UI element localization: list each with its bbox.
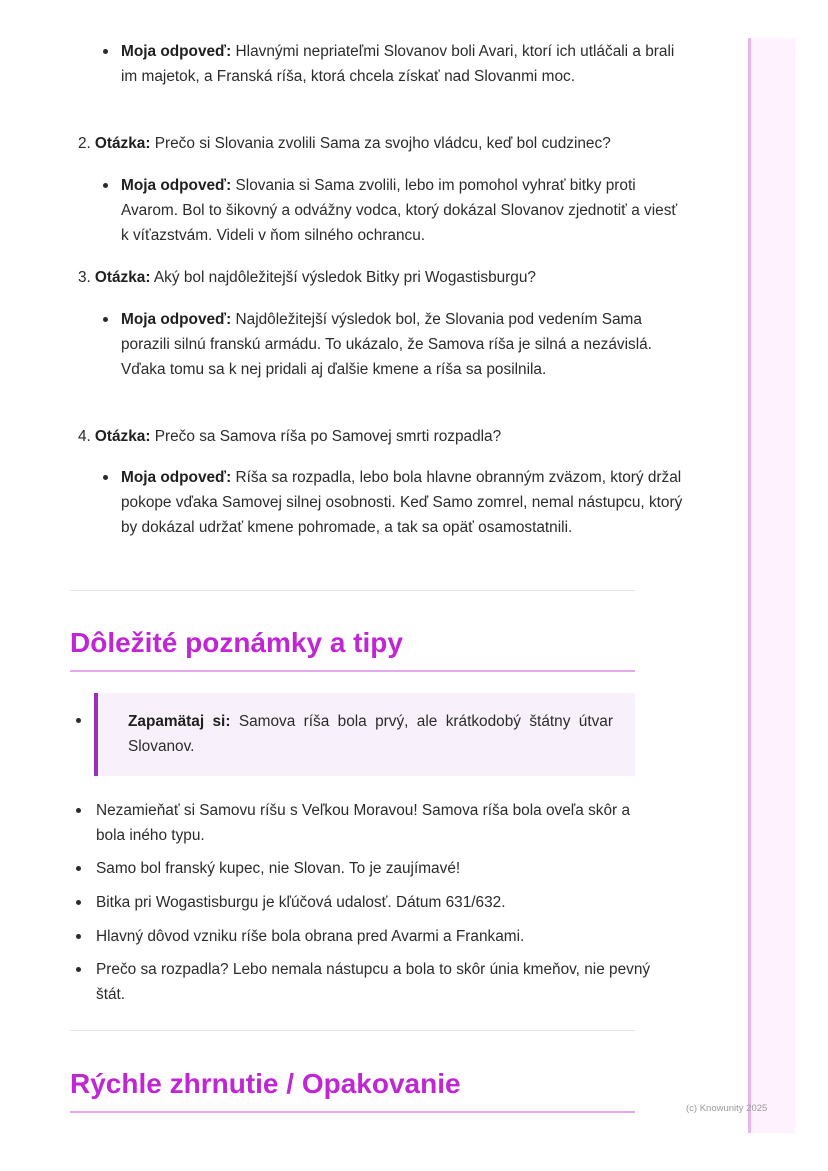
question-3: [70, 265, 635, 290]
callout-text: Samova ríša bola prvý, ale krátkodobý štátny útvar Slovanov.: [128, 713, 613, 755]
answer-3: [70, 307, 686, 382]
remember-callout: [94, 693, 635, 776]
question-label: Otázka:: [94, 135, 151, 152]
answer-text: Najdôležitejší výsledok bol, že Slovania pod vedením Sama porazili silnú franskú armádu. To ukázalo, že Samova ríša je silná a nezávislá. Vďaka tomu sa k nej pridali aj ďalšie kmene a ríša sa posilnila.: [121, 311, 652, 378]
tip-item: Samo bol franský kupec, nie Slovan. To je zaujímavé!: [70, 856, 661, 881]
question-label: Otázka:: [94, 428, 151, 445]
answer-2: [70, 173, 686, 248]
section-divider: [70, 590, 635, 591]
answer-label: Moja odpoveď:: [121, 177, 232, 194]
question-label: Otázka:: [94, 269, 151, 286]
callout-label: Zapamätaj si:: [128, 713, 231, 730]
question-text: Prečo si Slovania zvolili Sama za svojho vládcu, keď bol cudzinec?: [154, 135, 611, 152]
answer-4: [70, 465, 686, 540]
tip-item: Hlavný dôvod vzniku ríše bola obrana pred Avarmi a Frankami.: [70, 924, 661, 949]
answer-text: Hlavnými nepriateľmi Slovanov boli Avari, ktorí ich utláčali a brali im majetok, a Franská ríša, ktorá chcela získať nad Slovanmi moc.: [121, 43, 675, 85]
answer-label: Moja odpoveď:: [121, 469, 232, 486]
answer-text: Slovania si Sama zvolili, lebo im pomohol vyhrať bitky proti Avarom. Bol to šikovný a odvážny vodca, ktorý dokázal Slovanov zjednotiť a viesť k víťazstvám. Videli v ňom silného ochrancu.: [121, 177, 678, 244]
page-sidebar: [748, 38, 795, 1133]
question-4: [70, 424, 635, 449]
question-number: 4.: [78, 428, 91, 445]
callout-bullet: [76, 718, 81, 723]
answer-label: Moja odpoveď:: [121, 311, 232, 328]
answer-text: Ríša sa rozpadla, lebo bola hlavne obranným zväzom, ktorý držal pokope vďaka Samovej silnej osobnosti. Keď Samo zomrel, nemal nástupcu, ktorý by dokázal udržať kmene pohromade, a tak sa opäť osamostatnili.: [121, 469, 683, 536]
answer-label: Moja odpoveď:: [121, 43, 232, 60]
answer-1: [70, 39, 686, 89]
question-number: 3.: [78, 269, 91, 286]
section-divider: [70, 1030, 635, 1031]
notes-heading: Dôležité poznámky a tipy: [70, 626, 635, 672]
footer-copyright: (c) Knowunity 2025: [686, 1103, 768, 1114]
tip-item: Nezamieňať si Samovu ríšu s Veľkou Moravou! Samova ríša bola oveľa skôr a bola iného typu.: [70, 798, 661, 848]
question-number: 2.: [78, 135, 91, 152]
tip-item: Prečo sa rozpadla? Lebo nemala nástupcu a bola to skôr únia kmeňov, nie pevný štát.: [70, 957, 661, 1007]
question-text: Prečo sa Samova ríša po Samovej smrti rozpadla?: [154, 428, 502, 445]
question-text: Aký bol najdôležitejší výsledok Bitky pri Wogastisburgu?: [153, 269, 536, 286]
tip-item: Bitka pri Wogastisburgu je kľúčová udalosť. Dátum 631/632.: [70, 890, 661, 915]
summary-heading: Rýchle zhrnutie / Opakovanie: [70, 1067, 635, 1113]
question-2: [70, 131, 635, 156]
